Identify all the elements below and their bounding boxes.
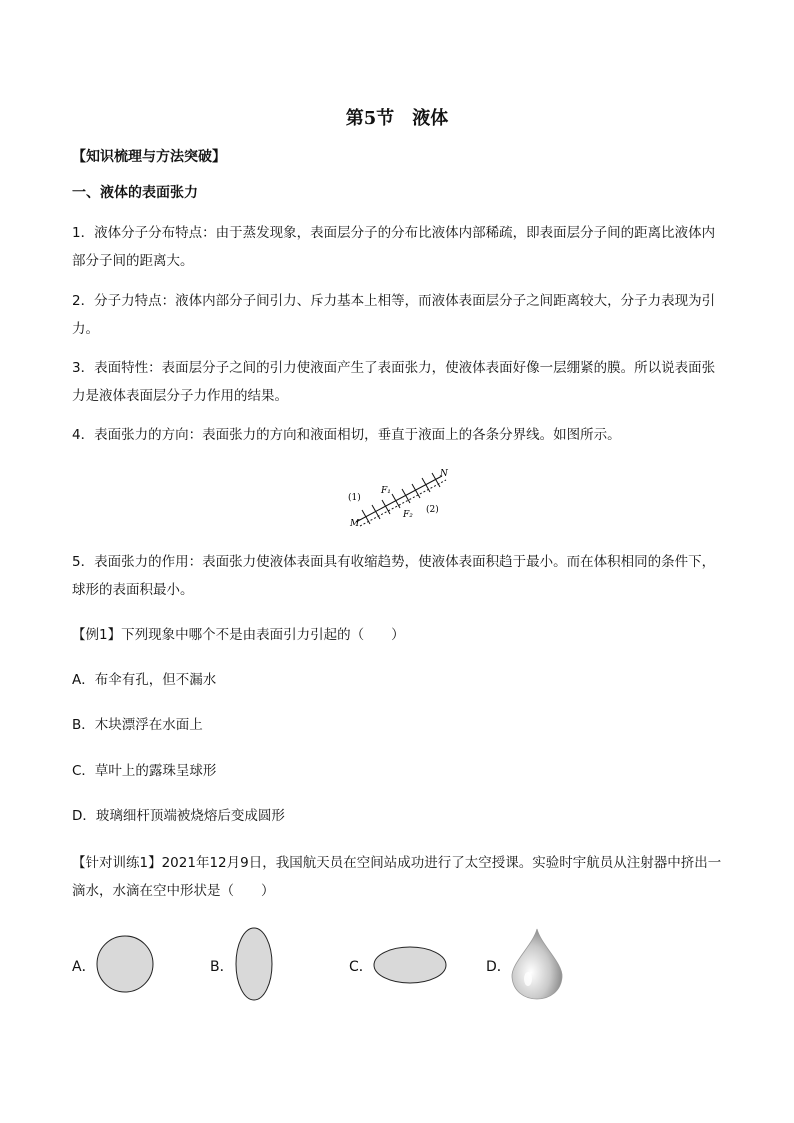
example-option-b: B．木块漂浮在水面上 (72, 717, 203, 733)
example-question: 【例1】下列现象中哪个不是由表面引力引起的（ ） (72, 627, 405, 643)
surface-tension-figure (348, 466, 456, 528)
tension-lines (356, 473, 446, 526)
point-5: 5．表面张力的作用：表面张力使液体表面具有收缩趋势，使液体表面积趋于最小。而在体积相同的条件下，球形的表面积最小。 (72, 554, 716, 598)
training-option-a-label: A． (72, 959, 96, 975)
force-f2-label: F₂ (403, 510, 413, 520)
example-option-a: A．布伞有孔，但不漏水 (72, 672, 217, 688)
force-f1-label: F₁ (381, 486, 391, 496)
training-option-c-label: C． (349, 959, 373, 975)
page-title: 第5节 液体 (345, 108, 449, 129)
horizontal-ellipse-shape (372, 945, 448, 985)
example-option-d: D．玻璃细杆顶端被烧熔后变成圆形 (72, 808, 285, 824)
figure-label-1: (1) (348, 493, 361, 503)
subsection-title: 一、液体的表面张力 (72, 185, 198, 201)
figure-label-2: (2) (426, 505, 439, 515)
point-n-label: N (440, 469, 448, 479)
point-4: 4．表面张力的方向：表面张力的方向和液面相切，垂直于液面上的各条分界线。如图所示。 (72, 427, 621, 443)
point-2: 2．分子力特点：液体内部分子间引力、斥力基本上相等，而液体表面层分子之间距离较大，分子力表现为引力。 (72, 293, 716, 337)
section-header: 【知识梳理与方法突破】 (72, 149, 226, 165)
teardrop-shape (509, 927, 565, 1001)
point-3: 3．表面特性：表面层分子之间的引力使液面产生了表面张力，使液体表面好像一层绷紧的膜。所以说表面张力是液体表面层分子力作用的结果。 (72, 360, 716, 404)
training-option-d-label: D． (486, 959, 511, 975)
vertical-ellipse-shape (234, 926, 274, 1002)
circle-shape (95, 934, 155, 994)
training-option-b-label: B． (210, 959, 234, 975)
point-1: 1．液体分子分布特点：由于蒸发现象，表面层分子的分布比液体内部稀疏，即表面层分子间的距离比液体内部分子间的距离大。 (72, 225, 716, 269)
point-m-label: M (350, 519, 360, 528)
training-question: 【针对训练1】2021年12月9日，我国航天员在空间站成功进行了太空授课。实验时宇航员从注射器中挤出一滴水，水滴在空中形状是（ ） (72, 855, 722, 899)
example-option-c: C．草叶上的露珠呈球形 (72, 763, 217, 779)
